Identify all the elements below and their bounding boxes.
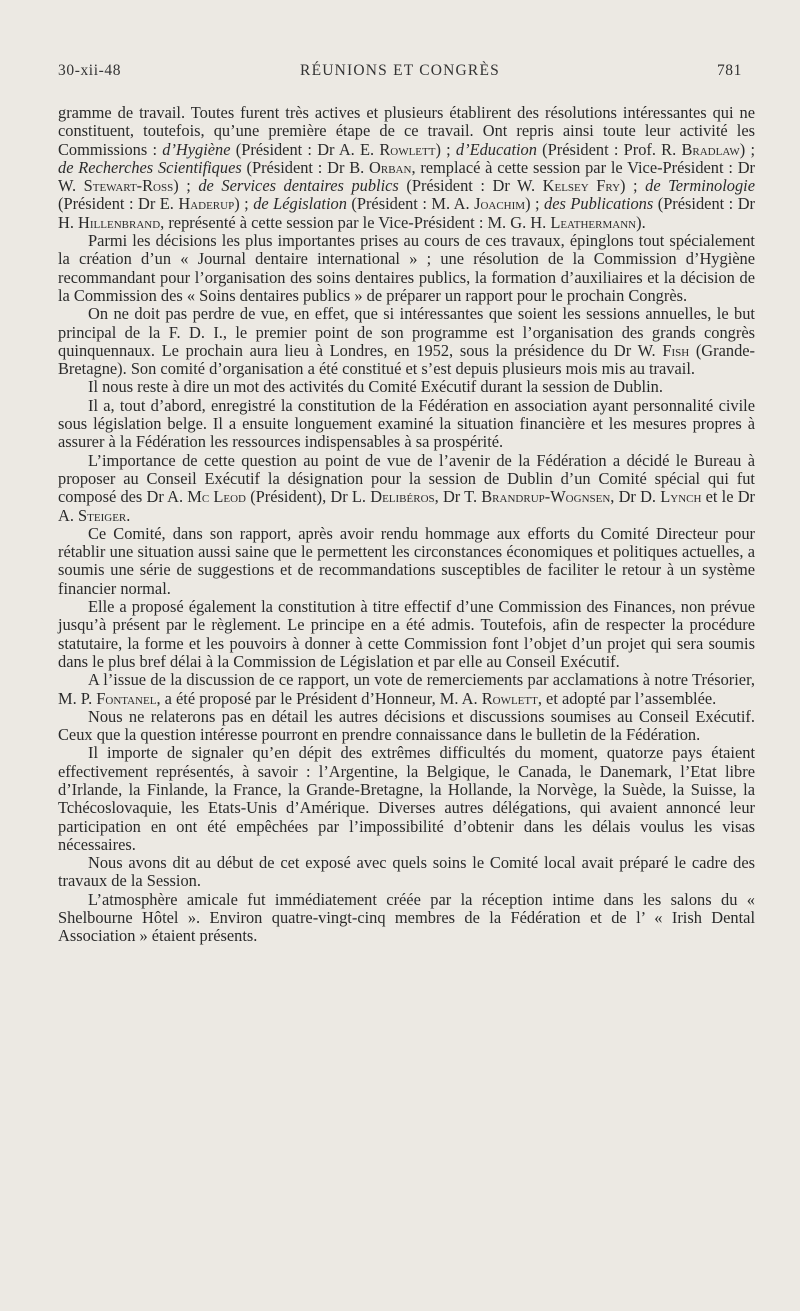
- text-run: , remplacé à cette session par le Vice-Président : Dr W.: [58, 157, 755, 196]
- small-caps-name: Fish: [662, 340, 690, 360]
- text-run: (Président : M. A.: [346, 194, 475, 214]
- italic-text: des Publications: [544, 194, 654, 214]
- text-run: gramme de travail. Toutes furent très actives et plusieurs établirent des résolutions intéressantes qui ne constituent, toutefois, qu’une première étape de ce travail. Ont repris ainsi toute leur activité les Commissions :: [58, 103, 755, 159]
- small-caps-name: Brandrup-Wognsen: [481, 487, 611, 507]
- text-run: Il a, tout d’abord, enregistré la constitution de la Fédération en association ayant personnalité civile sous législation belge. Il a ensuite longuement examiné la situation financière et les mesures propres à assurer à la Fédération les ressources indispensables à sa prospérité.: [58, 395, 755, 452]
- small-caps-name: Orban: [369, 157, 412, 177]
- text-run: Il importe de signaler qu’en dépit des extrêmes difficultés du moment, quatorze pays étaient effectivement représentés, à savoir : l’Argentine, la Belgique, le Canada, le Danemark, l’Etat libre d’Irlande, la Finlande, la France, la Grande-Bretagne, la Hollande, la Norvège, la Suède, la Suisse, la Tchécoslovaquie, les Etats-Unis d’Amérique. Diverses autres délégations, qui avaient annoncé leur participation en ont été empêchées par l’impossibilité d’obtenir dans les délais voulus les visas nécessaires.: [58, 743, 755, 854]
- text-run: ) ;: [739, 139, 755, 159]
- text-run: (Président : Prof. R.: [536, 139, 682, 159]
- header-date: 30-xii-48: [58, 62, 122, 79]
- text-run: ) ;: [435, 139, 456, 159]
- text-run: L’atmosphère amicale fut immédiatement créée par la réception intime dans les salons du « Shelbourne Hôtel ». Environ quatre-vingt-cinq membres de la Fédération et de l’ « Irish Dental Association » étaient présents.: [58, 889, 755, 946]
- paragraph: [58, 104, 755, 232]
- small-caps-name: Rowlett: [481, 688, 538, 708]
- italic-text: de Terminologie: [645, 176, 755, 196]
- paragraph: [58, 452, 755, 525]
- paragraph: [58, 378, 755, 396]
- text-run: (Président : Dr W.: [398, 176, 543, 196]
- small-caps-name: Fontanel: [96, 688, 157, 708]
- running-header: [58, 62, 742, 86]
- text-run: Ce Comité, dans son rapport, après avoir rendu hommage aux efforts du Comité Directeur pour rétablir une situation aussi saine que le permettent les circonstances économiques et politiques actuelles, a soumis une série de suggestions et de recommandations susceptibles de faciliter le retour à un système financier normal.: [58, 523, 755, 598]
- text-run: , et adopté par l’assemblée.: [537, 688, 717, 708]
- text-run: (Président : Dr E.: [58, 194, 179, 214]
- text-run: (Président : Dr A. E.: [230, 139, 380, 159]
- page-number: 781: [716, 62, 742, 79]
- text-run: ) ;: [620, 176, 646, 196]
- small-caps-name: Stewart-Ross: [83, 176, 174, 196]
- small-caps-name: Haderup: [178, 194, 235, 214]
- paragraph: [58, 891, 755, 946]
- text-run: ) ;: [234, 194, 254, 214]
- text-run: ) ;: [173, 176, 199, 196]
- small-caps-name: Bradlaw: [681, 139, 740, 159]
- text-run: Nous ne relaterons pas en détail les autres décisions et discussions soumises au Conseil Exécutif. Ceux que la question intéresse pourront en prendre connaissance dans le bulletin de la Fédération.: [58, 706, 755, 745]
- italic-text: de Législation: [253, 194, 347, 214]
- text-run: Elle a proposé également la constitution à titre effectif d’une Commission des Finances, non prévue jusqu’à présent par le règlement. Le principe en a été admis. Toutefois, afin de respecter la procédure statutaire, la forme et les pouvoirs à donner à cette Commission font l’objet d’un projet qui sera soumis dans le plus bref délai à la Commission de Législation et par elle au Conseil Exécutif.: [58, 597, 755, 671]
- paragraph: [58, 598, 755, 671]
- text-run: ) ;: [525, 194, 545, 214]
- paragraph: [58, 525, 755, 598]
- text-run: Il nous reste à dire un mot des activités du Comité Exécutif durant la session de Dublin.: [88, 377, 663, 397]
- paragraph: [58, 232, 755, 305]
- small-caps-name: Steiger: [78, 505, 127, 525]
- small-caps-name: Delibéros: [370, 487, 435, 507]
- text-run: (Président : Dr H.: [58, 194, 756, 232]
- text-run: (Président), Dr L.: [246, 487, 371, 507]
- small-caps-name: Leathermann: [550, 212, 637, 232]
- italic-text: de Recherches Scientifiques: [58, 157, 242, 177]
- small-caps-name: Joachim: [474, 194, 526, 214]
- text-run: .: [126, 505, 131, 525]
- paragraph: [58, 744, 755, 854]
- header-title: RÉUNIONS ET CONGRÈS: [300, 62, 500, 79]
- text-run: (Président : Dr B.: [241, 157, 370, 177]
- text-run: , a été proposé par le Président d’Honneur, M. A.: [156, 688, 482, 708]
- small-caps-name: Mc Leod: [187, 487, 246, 507]
- text-run: L’importance de cette question au point de vue de l’avenir de la Fédération a décidé le Bureau à proposer au Conseil Exécutif la désignation pour la session de Dublin d’un Comité spécial qui fut composé des Dr A.: [58, 450, 755, 507]
- text-run: A l’issue de la discussion de ce rapport, un vote de remerciements par acclamations à notre Trésorier, M. P.: [58, 670, 755, 708]
- text-run: , Dr D.: [610, 487, 661, 507]
- body-text: [58, 104, 755, 946]
- italic-text: d’Hygiène: [162, 139, 231, 159]
- small-caps-name: Kelsey Fry: [542, 176, 621, 196]
- italic-text: d’Education: [455, 139, 537, 159]
- paragraph: [58, 397, 755, 452]
- paragraph: [58, 854, 755, 891]
- text-run: et le Dr A.: [58, 487, 756, 525]
- text-run: On ne doit pas perdre de vue, en effet, que si intéressantes que soient les sessions annuelles, le but principal de la F. D. I., le premier point de son programme est l’organisation des grands congrès quinquennaux. Le prochain aura lieu à Londres, en 1952, sous la présidence du Dr W.: [58, 304, 755, 360]
- text-run: , représenté à cette session par le Vice-Président : M. G. H.: [160, 212, 551, 232]
- small-caps-name: Hillenbrand: [78, 212, 161, 232]
- small-caps-name: Lynch: [660, 487, 702, 507]
- text-run: Nous avons dit au début de cet exposé avec quels soins le Comité local avait préparé le cadre des travaux de la Session.: [58, 853, 755, 891]
- paragraph: [58, 671, 755, 708]
- text-run: Parmi les décisions les plus importantes prises au cours de ces travaux, épinglons tout spécialement la création d’un « Journal dentaire international » ; une résolution de la Commission d’Hygiène recommandant pour l’organisation des soins dentaires publics, la formation d’auxiliaires et la décision de la Commission des « Soins dentaires publics » de préparer un rapport pour le prochain Congrès.: [58, 231, 755, 305]
- paragraph: [58, 708, 755, 745]
- paragraph: [58, 305, 755, 378]
- text-run: (Grande-Bretagne). Son comité d’organisation a été constitué et s’est depuis plusieurs mois mis au travail.: [58, 340, 755, 379]
- small-caps-name: Rowlett: [379, 139, 436, 159]
- text-run: ).: [636, 212, 646, 232]
- text-run: , Dr T.: [434, 487, 482, 507]
- italic-text: de Services dentaires publics: [198, 176, 399, 196]
